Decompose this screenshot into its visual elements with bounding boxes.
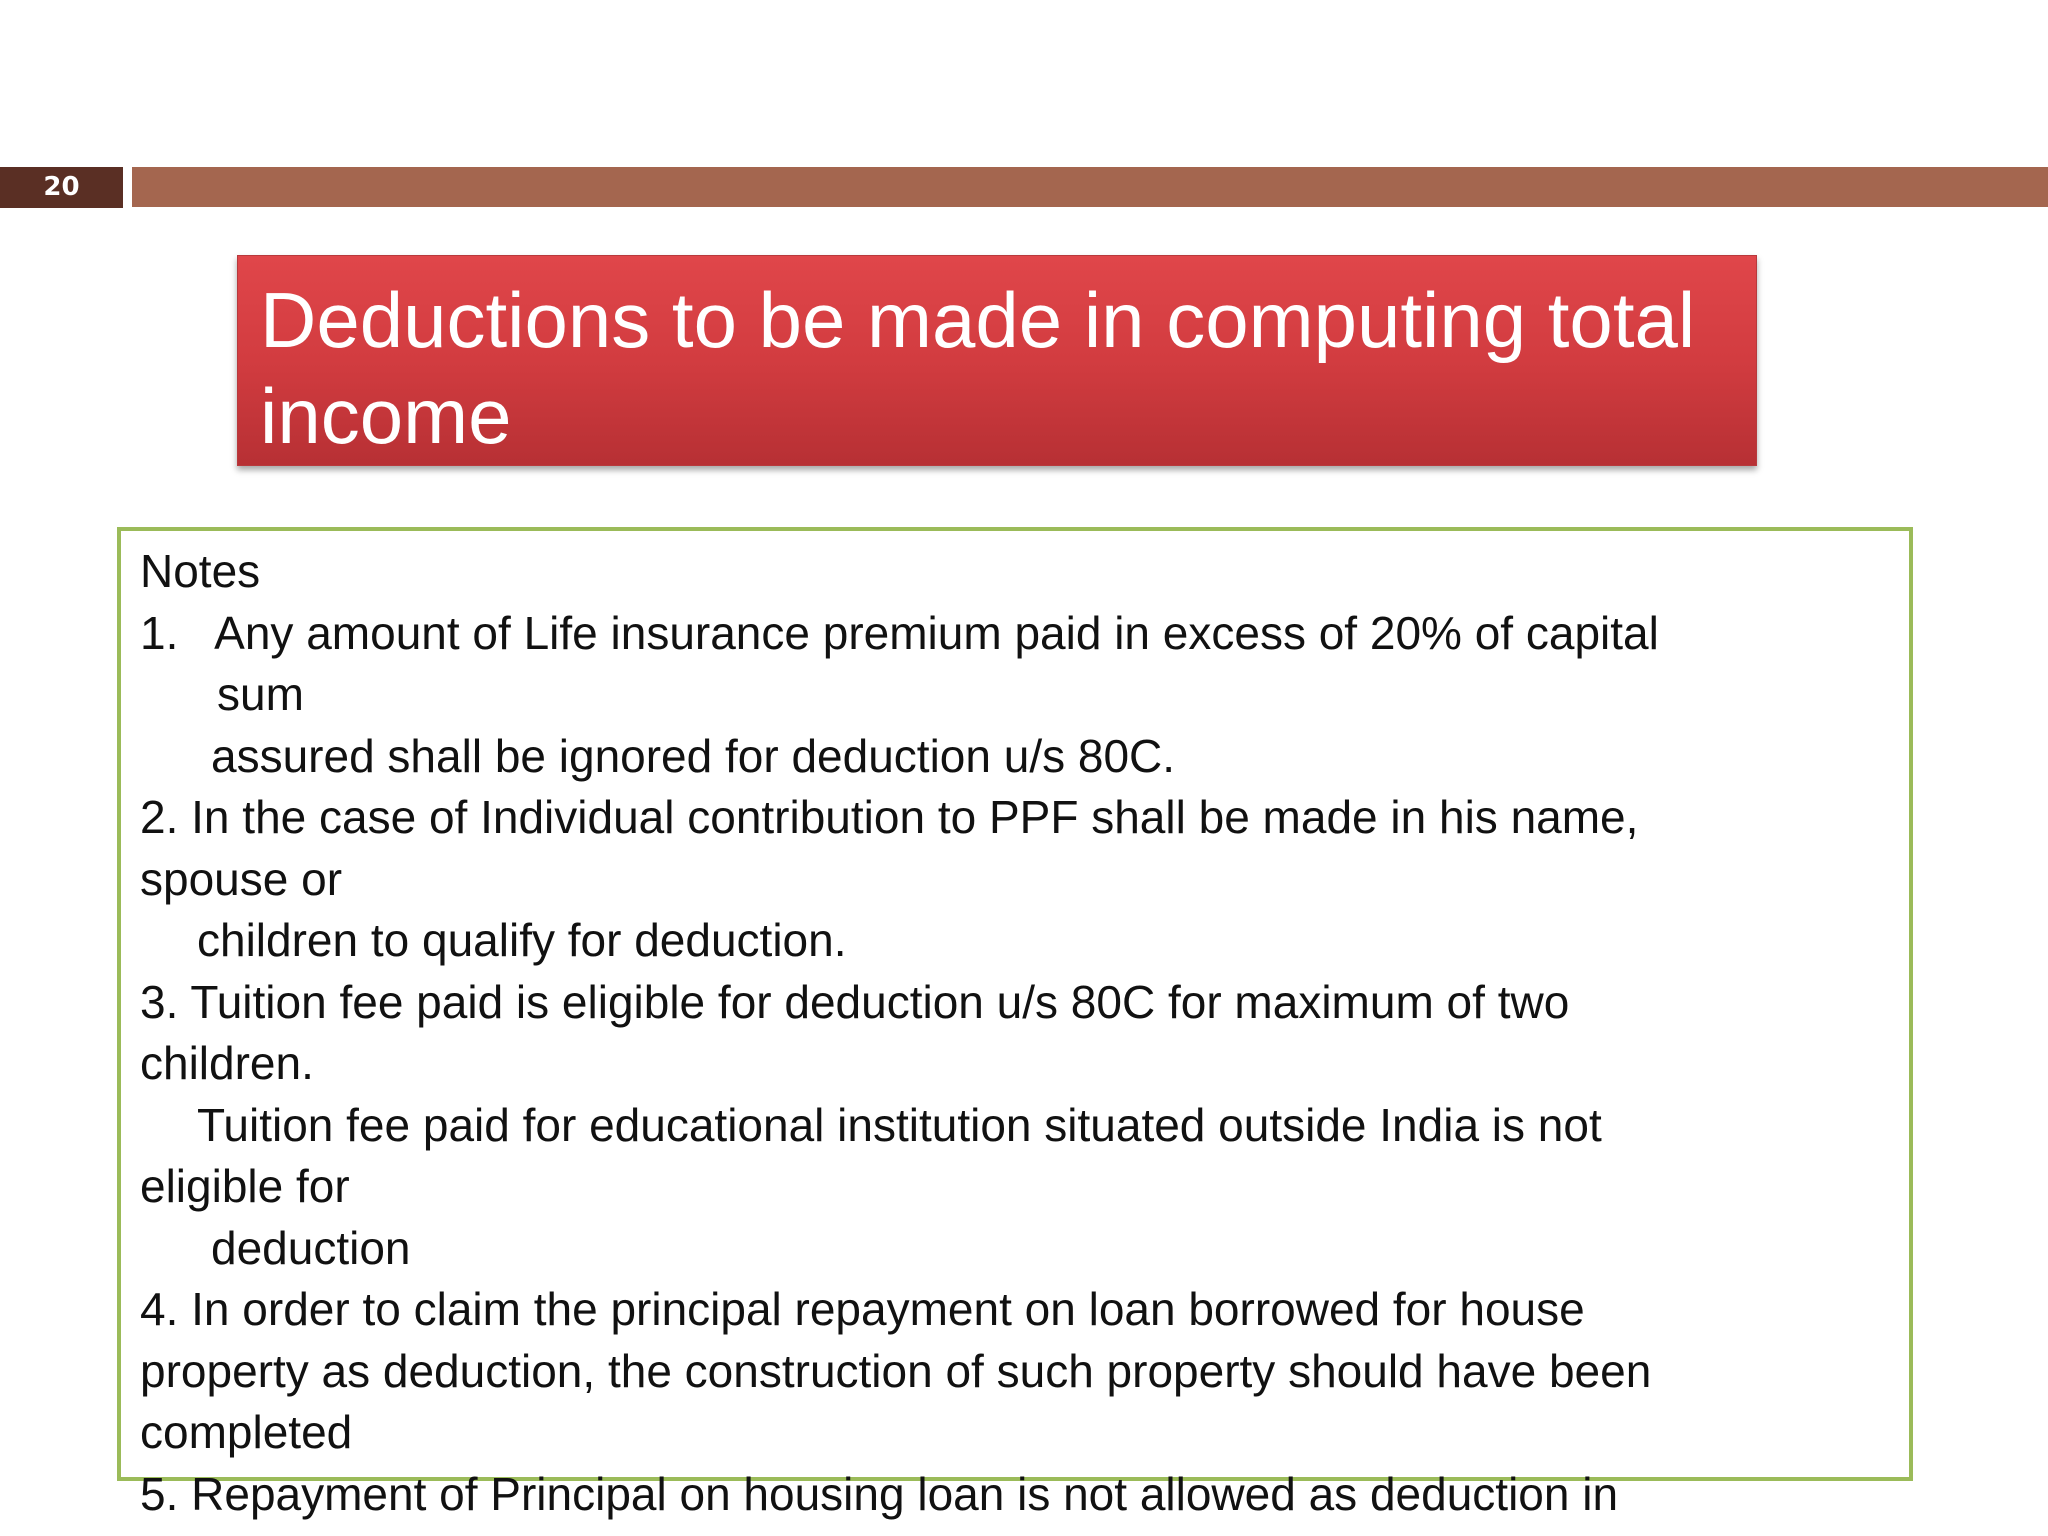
note-line: 1. Any amount of Life insurance premium paid in excess of 20% of capital — [140, 606, 1659, 659]
note-line: assured shall be ignored for deduction u/s 80C. — [211, 729, 1176, 782]
notes-heading: Notes — [140, 545, 261, 597]
note-line: completed — [140, 1406, 353, 1458]
note-line: spouse or — [140, 852, 343, 905]
note-line: Tuition fee paid for educational institution situated outside India is not — [197, 1098, 1602, 1151]
note-line: property as deduction, the construction of such property should have been — [140, 1344, 1652, 1397]
note-line: 4. In order to claim the principal repayment on loan borrowed for house — [140, 1283, 1585, 1335]
notes-body — [140, 541, 1920, 1525]
slide-title-line-1: Deductions to be made in computing total — [260, 276, 1696, 364]
note-line: children to qualify for deduction. — [197, 914, 847, 966]
note-line: 2. In the case of Individual contribution to PPF shall be made in his name, — [140, 791, 1639, 843]
note-line: eligible for — [140, 1160, 350, 1212]
note-line: 5. Repayment of Principal on housing loan is not allowed as deduction in — [140, 1467, 1619, 1520]
title-box — [237, 255, 1757, 466]
slide-number: 20 — [0, 167, 123, 208]
slide-title — [260, 272, 1736, 464]
header-bar — [132, 167, 2048, 207]
note-line: 3. Tuition fee paid is eligible for deduction u/s 80C for maximum of two — [140, 975, 1570, 1028]
note-line: sum — [217, 668, 304, 720]
slide-title-line-2: income — [260, 372, 512, 460]
note-line: children. — [140, 1037, 314, 1089]
note-line: deduction — [211, 1221, 411, 1274]
